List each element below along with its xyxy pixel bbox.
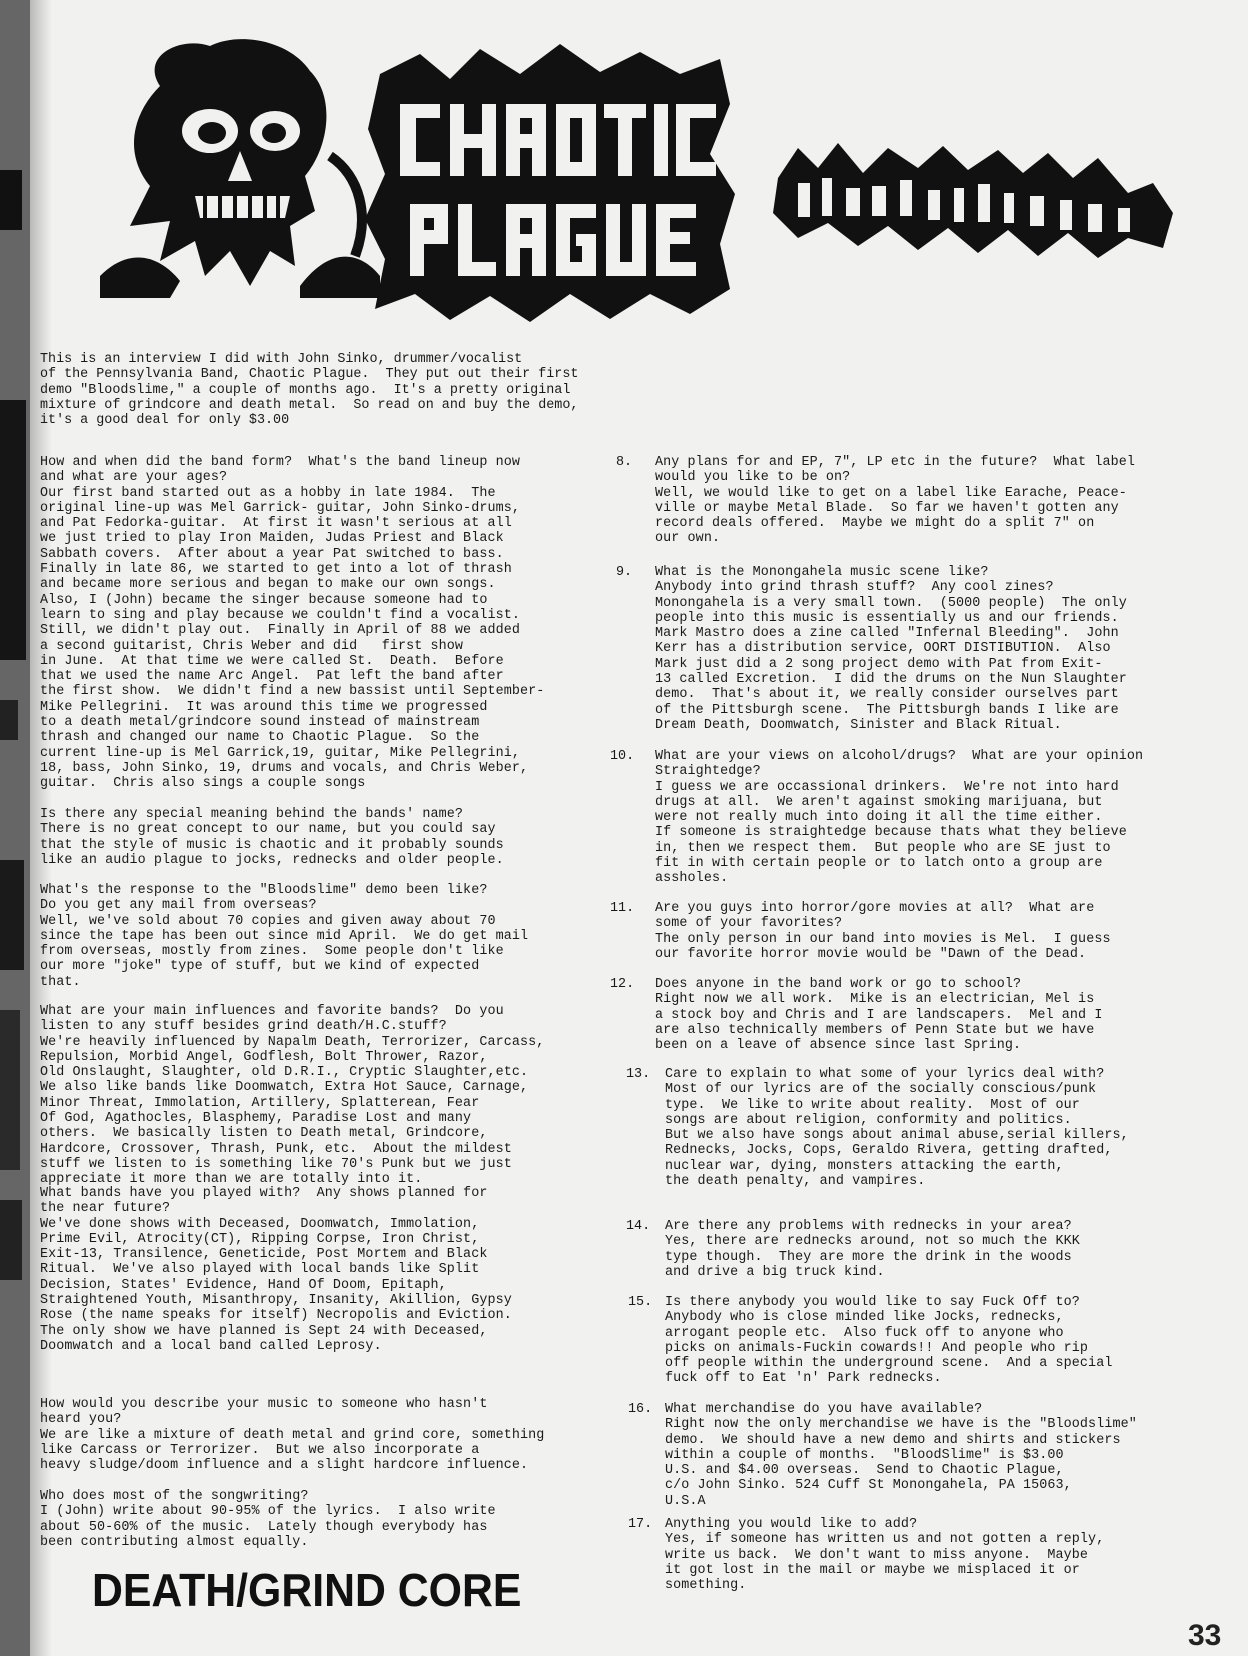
answer-q12: Does anyone in the band work or go to school? Right now we all work. Mike is an electrician, Mel is a stock boy and Chris and I are landscapers. Mel and I are also technically members of Penn State but we have been on a leave of absence since last Spring. bbox=[655, 977, 1103, 1054]
answer-q7: Who does most of the songwriting? I (John) write about 90-95% of the lyrics. I also write about 50-60% of the music. Lately though everybody has been contributing almost equally. bbox=[40, 1489, 496, 1550]
question-number: 9. bbox=[616, 565, 633, 580]
answer-q4: What are your main influences and favorite bands? Do you listen to any stuff besides grind death/H.C.stuff? We're heavily influenced by Napalm Death, Terrorizer, Carcass, Repulsion, Morbid Angel, Godflesh, Bolt Thrower, Razor, Old Onslaught, Slaughter, old D.R.I., Cryptic Slaughter,etc. We also like bands like Doomwatch, Extra Hot Sauce, Carnage, Minor Threat, Immolation, Artillery, Splatterean, Fear Of God, Agathocles, Blasphemy, Paradise Lost and many others. We basically listen to Death metal, Grindcore, Hardcore, Crossover, Thrash, Punk, etc. About the mildest stuff we listen to is something like 70's Punk but we just appreciate it more than we are totally into it. bbox=[40, 1004, 545, 1188]
facing-page-edge bbox=[0, 0, 30, 1656]
skull-illustration bbox=[100, 36, 380, 298]
page-number: 33 bbox=[1188, 1619, 1222, 1652]
answer-q1: How and when did the band form? What's the band lineup now and what are your ages? Our first band started out as a hobby in late 1984. The original line-up was Mel Garrick- guitar, John Sinko-drums, and Pat Fedorka-guitar. At first it wasn't serious at all we just tried to play Iron Maiden, Judas Priest and Black Sabbath covers. After about a year Pat switched to bass. Finally in late 86, we started to get into a lot of thrash and became more serious and began to make our own songs. Also, I (John) became the singer because someone had to learn to sing and play because we couldn't find a vocalist. Still, we didn't play out. Finally in April of 88 we added a second guitarist, Chris Weber and did first show in June. At that time we were called St. Death. Before that we used the name Arc Angel. Pat left the band after the first show. We didn't find a new bassist until September- Mike Pellegrini. It was around this time we progressed to a death metal/grindcore sound instead of mainstream thrash and changed our name to Chaotic Plague. So the current line-up is Mel Garrick,19, guitar, Mike Pellegrini, 18, bass, John Sinko, 19, drums and vocals, and Chris Weber, guitar. Chris also sings a couple songs bbox=[40, 455, 545, 792]
answer-q10: What are your views on alcohol/drugs? What are your opinion Straightedge? I guess we are occassional drinkers. We're not into hard drugs at all. We aren't against smoking marijuana, but were not really much into doing it all the time either. If someone is straightedge because thats what they believe in, then we respect them. But people who are SE just to fit in with certain people or to latch onto a group are assholes. bbox=[655, 749, 1144, 887]
question-number: 16. bbox=[628, 1402, 653, 1417]
question-number: 13. bbox=[626, 1067, 651, 1082]
answer-q14: Are there any problems with rednecks in your area? Yes, there are rednecks around, not so much the KKK type though. They are more the drink in the woods and drive a big truck kind. bbox=[665, 1219, 1080, 1280]
answer-q3: What's the response to the "Bloodslime" demo been like? Do you get any mail from overseas? Well, we've sold about 70 copies and given away about 70 since the tape has been out since mid April. We do get mail from overseas, mostly from zines. Some people don't like our more "joke" type of stuff, but we kind of expected that. bbox=[40, 883, 529, 990]
demo-logo-bloodslime bbox=[768, 138, 1178, 263]
answer-q13: Care to explain to what some of your lyrics deal with? Most of our lyrics are of the socially conscious/punk type. We like to write about reality. Most of our songs are about religion, conformity and politics. But we also have songs about animal abuse,serial killers, Rednecks, Jocks, Cops, Geraldo Rivera, getting drafted, nuclear war, dying, monsters attacking the earth, the death penalty, and vampires. bbox=[665, 1067, 1129, 1190]
question-number: 12. bbox=[610, 977, 635, 992]
question-number: 14. bbox=[626, 1219, 651, 1234]
answer-q9: What is the Monongahela music scene like? Anybody into grind thrash stuff? Any cool zines? Monongahela is a very small town. (5000 people) The only people into this music is essentially us and our friends. Mark Mastro does a zine called "Infernal Bleeding". John Kerr has a distribution service, OORT DISTIBUTION. Also Mark just did a 2 song project demo with Pat from Exit- 13 called Excretion. I did the drums on the Nun Slaughter demo. That's about it, we really consider ourselves part of the Pittsburgh scene. The Pittsburgh bands I like are Dream Death, Doomwatch, Sinister and Black Ritual. bbox=[655, 565, 1127, 733]
question-number: 17. bbox=[628, 1517, 653, 1532]
answer-q17: Anything you would like to add? Yes, if someone has written us and not gotten a reply, write us back. We don't want to miss anyone. Maybe it got lost in the mail or maybe we misplaced it or something. bbox=[665, 1517, 1105, 1594]
band-logo-chaotic-plague bbox=[360, 44, 740, 324]
intro-paragraph: This is an interview I did with John Sinko, drummer/vocalist of the Pennsylvania Band, Chaotic Plague. They put out their first demo "Bloodslime," a couple of months ago. It's a pretty original mixture of grindcore and death metal. So read on and buy the demo, it's a good deal for only $3.00 bbox=[40, 352, 579, 429]
question-number: 15. bbox=[628, 1295, 653, 1310]
question-number: 8. bbox=[616, 455, 633, 470]
answer-q2: Is there any special meaning behind the bands' name? There is no great concept to our name, but you could say that the style of music is chaotic and it probably sounds like an audio plague to jocks, rednecks and older people. bbox=[40, 807, 504, 868]
answer-q15: Is there anybody you would like to say Fuck Off to? Anybody who is close minded like Jocks, rednecks, arrogant people etc. Also fuck off to anyone who picks on animals-Fuckin cowards!! And people who rip off people within the underground scene. And a special fuck off to Eat 'n' Park rednecks. bbox=[665, 1295, 1113, 1387]
answer-q8: Any plans for and EP, 7", LP etc in the future? What label would you like to be on? Well, we would like to get on a label like Earache, Peace- ville or maybe Metal Blade. So far we haven't gotten any record deals offered. Maybe we might do a split 7" on our own. bbox=[655, 455, 1136, 547]
question-number: 11. bbox=[610, 901, 635, 916]
question-number: 10. bbox=[610, 749, 635, 764]
answer-q16: What merchandise do you have available? Right now the only merchandise we have is the "Bloodslime" demo. We should have a new demo and shirts and stickers within a couple of months. "BloodSlime" is $3.00 U.S. and $4.00 overseas. Send to Chaotic Plague, c/o John Sinko. 524 Cuff St Monongahela, PA 15063, U.S.A bbox=[665, 1402, 1137, 1509]
section-title: DEATH/GRIND CORE bbox=[92, 1564, 522, 1616]
answer-q5: What bands have you played with? Any shows planned for the near future? We've done shows with Deceased, Doomwatch, Immolation, Prime Evil, Atrocity(CT), Ripping Corpse, Iron Christ, Exit-13, Transilence, Geneticide, Post Mortem and Black Ritual. We've also played with local bands like Split Decision, States' Evidence, Hand Of Doom, Epitaph, Straightened Youth, Misanthropy, Insanity, Akillion, Gypsy Rose (the name speaks for itself) Necropolis and Eviction. The only show we have planned is Sept 24 with Deceased, Doomwatch and a local band called Leprosy. bbox=[40, 1186, 512, 1354]
answer-q11: Are you guys into horror/gore movies at all? What are some of your favorites? The only person in our band into movies is Mel. I guess our favorite horror movie would be "Dawn of the Dead. bbox=[655, 901, 1111, 962]
answer-q6: How would you describe your music to someone who hasn't heard you? We are like a mixture of death metal and grind core, something like Carcass or Terrorizer. But we also incorporate a heavy sludge/doom influence and a slight hardcore influence. bbox=[40, 1397, 545, 1474]
